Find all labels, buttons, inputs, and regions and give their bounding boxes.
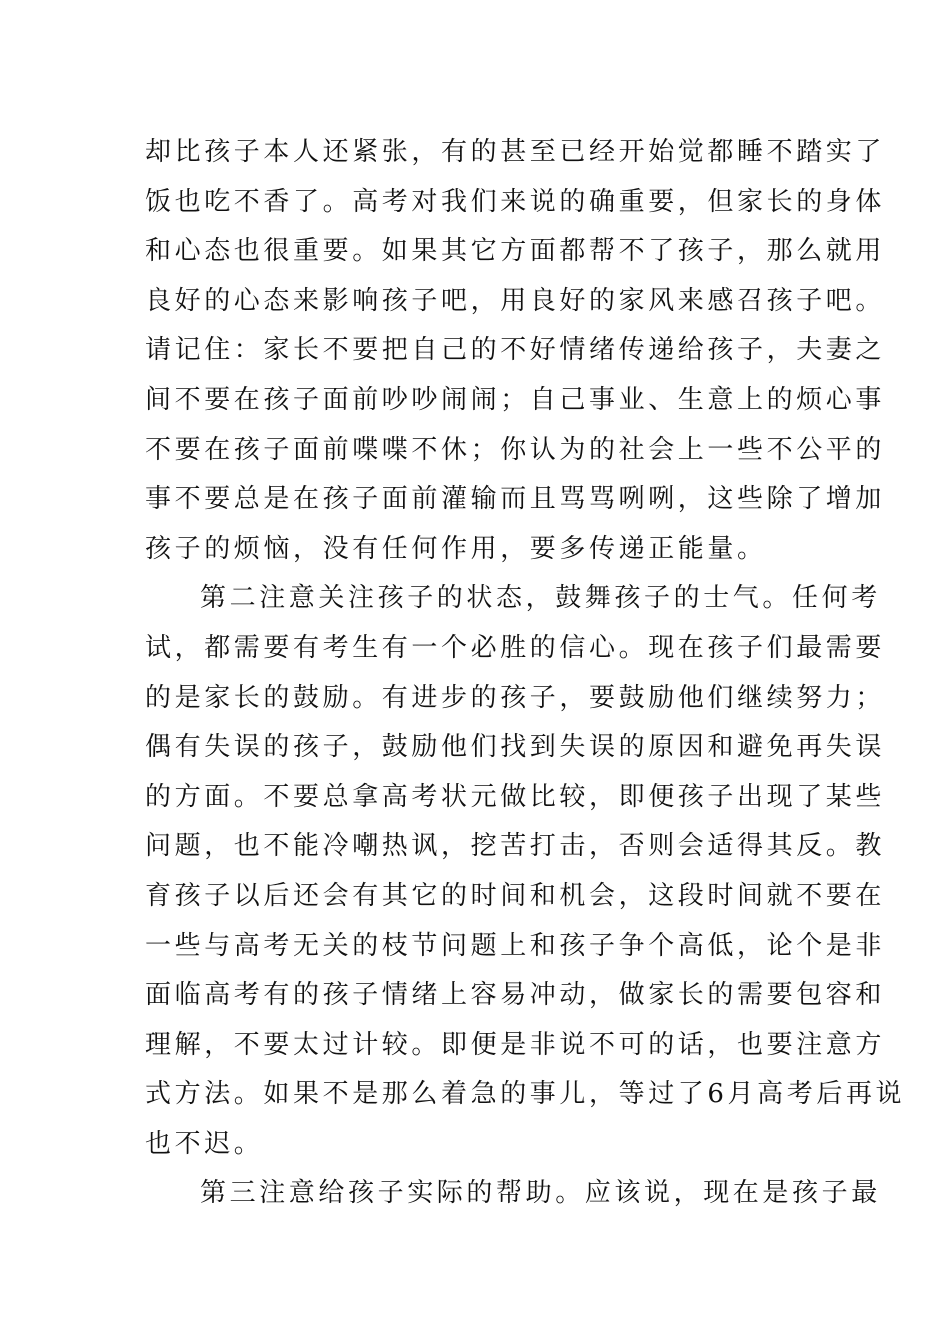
text-line: 不要在孩子面前喋喋不休；你认为的社会上一些不公平的 [145, 434, 886, 465]
text-line: 孩子的烦恼，没有任何作用，要多传递正能量。 [145, 533, 767, 564]
text-line: 面临高考有的孩子情绪上容易冲动，做家长的需要包容和 [145, 980, 886, 1011]
text-line: 式方法。如果不是那么着急的事儿，等过了6月高考后再说 [145, 1079, 906, 1110]
text-line: 问题，也不能冷嘲热讽，挖苦打击，否则会适得其反。教 [145, 831, 886, 862]
text-line: 和心态也很重要。如果其它方面都帮不了孩子，那么就用 [145, 236, 886, 267]
text-line: 事不要总是在孩子面前灌输而且骂骂咧咧，这些除了增加 [145, 484, 886, 515]
text-line: 的方面。不要总拿高考状元做比较，即便孩子出现了某些 [145, 781, 886, 812]
text-line: 饭也吃不香了。高考对我们来说的确重要，但家长的身体 [145, 186, 886, 217]
text-line: 试，都需要有考生有一个必胜的信心。现在孩子们最需要 [145, 632, 886, 663]
body-text [145, 128, 906, 1219]
text-line: 却比孩子本人还紧张，有的甚至已经开始觉都睡不踏实了 [145, 137, 886, 167]
paragraph-start-line: 第二注意关注孩子的状态，鼓舞孩子的士气。任何考 [200, 583, 881, 614]
text-line: 偶有失误的孩子，鼓励他们找到失误的原因和避免再失误 [145, 732, 886, 763]
text-line: 请记住：家长不要把自己的不好情绪传递给孩子，夫妻之 [145, 335, 886, 366]
text-line: 的是家长的鼓励。有进步的孩子，要鼓励他们继续努力； [145, 682, 886, 713]
text-line: 育孩子以后还会有其它的时间和机会，这段时间就不要在 [145, 880, 886, 911]
text-line: 良好的心态来影响孩子吧，用良好的家风来感召孩子吧。 [145, 285, 886, 316]
paragraph-start-line: 第三注意给孩子实际的帮助。应该说，现在是孩子最 [200, 1178, 881, 1209]
text-line: 一些与高考无关的枝节问题上和孩子争个高低，论个是非 [145, 930, 886, 961]
text-line: 间不要在孩子面前吵吵闹闹；自己事业、生意上的烦心事 [145, 384, 886, 415]
text-line: 也不迟。 [145, 1128, 264, 1159]
text-line: 理解，不要太过计较。即便是非说不可的话，也要注意方 [145, 1029, 886, 1060]
